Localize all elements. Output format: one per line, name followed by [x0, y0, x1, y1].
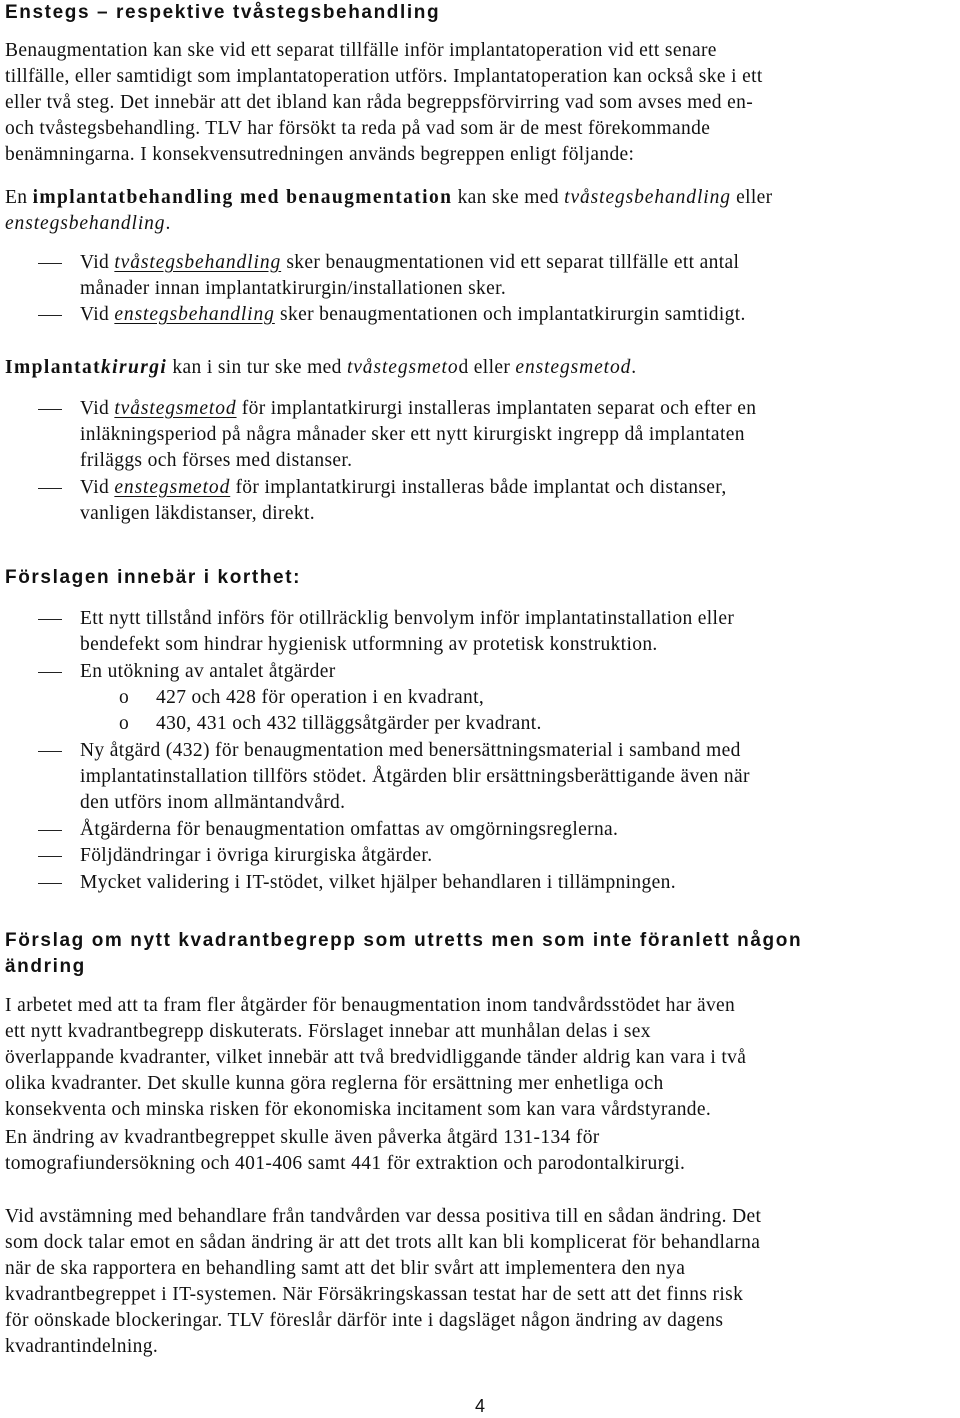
underlined-term: enstegsbehandling — [114, 304, 275, 325]
dash-bullet — [38, 830, 62, 831]
section-heading: Förslagen innebär i korthet: — [5, 567, 302, 588]
paragraph-line: Benaugmentation kan ske vid ett separat tillfälle inför implantatoperation vid ett senare — [5, 40, 717, 61]
paragraph-line: eller två steg. Det innebär att det ibland kan råda begreppsförvirring vad som avses med en- — [5, 92, 754, 113]
page-number: 4 — [474, 1396, 485, 1416]
paragraph-line: konsekventa och minska risken för ekonomiska incitament som kan vara vårdstyrande. — [5, 1099, 712, 1120]
bold-italic-term: kirurgi — [101, 357, 168, 378]
list-item — [80, 475, 727, 501]
paragraph-line: kvadrantbegreppet i IT-systemen. När Försäkringskassan testat har de sett att det finns risk — [5, 1284, 744, 1305]
list-item: Följdändringar i övriga kirurgiska åtgärder. — [80, 845, 433, 866]
list-item-continued: månader innan implantatkirurgin/installationen sker. — [80, 278, 507, 299]
dash-bullet — [38, 488, 62, 489]
paragraph-line: kvadrantindelning. — [5, 1336, 159, 1357]
text: kan i sin tur ske med — [167, 357, 347, 378]
list-item: Ett nytt tillstånd införs för otillräcklig benvolym inför implantatinstallation eller — [80, 608, 735, 629]
text: sker benaugmentationen och implantatkirurgin samtidigt. — [274, 304, 746, 325]
paragraph-line: Vid avstämning med behandlare från tandvården var dessa positiva till en sådan ändring. Det — [5, 1206, 762, 1227]
text: Vid — [80, 477, 115, 498]
definition-line — [5, 211, 171, 237]
italic-term: tvåstegsmeto — [346, 357, 459, 378]
text: för implantatkirurgi installeras både implantat och distanser, — [230, 477, 727, 498]
list-item-continued: vanligen läkdistanser, direkt. — [80, 503, 315, 524]
list-item — [80, 302, 746, 328]
sub-bullet-marker: o — [119, 687, 129, 708]
text: d eller — [458, 357, 516, 378]
paragraph-line: som dock talar emot en sådan ändring är att det trots allt kan bli komplicerat för behandlarna — [5, 1232, 761, 1253]
list-item: Mycket validering i IT-stödet, vilket hjälper behandlaren i tillämpningen. — [80, 872, 676, 893]
list-item-continued: den utförs inom allmäntandvård. — [80, 792, 346, 813]
dash-bullet — [38, 263, 62, 264]
paragraph-line: när de ska rapportera en behandling samt att det blir svårt att implementera den nya — [5, 1258, 686, 1279]
section-heading: ändring — [5, 956, 86, 977]
paragraph-line: för oönskade blockeringar. TLV föreslår därför inte i dagsläget någon ändring av dagens — [5, 1310, 724, 1331]
paragraph-line: benämningarna. I konsekvensutredningen används begreppen enligt följande: — [5, 144, 635, 165]
text: eller — [730, 187, 773, 208]
text: Vid — [80, 304, 115, 325]
text: . — [631, 357, 637, 378]
list-item: En utökning av antalet åtgärder — [80, 661, 336, 682]
text: Vid — [80, 398, 115, 419]
sub-bullet-marker: o — [119, 713, 129, 734]
paragraph-line: I arbetet med att ta fram fler åtgärder för benaugmentation inom tandvårdsstödet har även — [5, 995, 736, 1016]
dash-bullet — [38, 409, 62, 410]
paragraph-line: tillfälle, eller samtidigt som implantatoperation utförs. Implantatoperation kan också ske i ett — [5, 66, 763, 87]
sub-list-item: 430, 431 och 432 tilläggsåtgärder per kvadrant. — [156, 713, 542, 734]
list-item: Åtgärderna för benaugmentation omfattas av omgörningsreglerna. — [80, 819, 619, 840]
paragraph-line: överlappande kvadranter, vilket innebär att två bredvidliggande tänder aldrig kan vara i två — [5, 1047, 747, 1068]
paragraph-line: och tvåstegsbehandling. TLV har försökt ta reda på vad som är de mest förekommande — [5, 118, 711, 139]
dash-bullet — [38, 315, 62, 316]
underlined-term: tvåstegsbehandling — [114, 252, 282, 273]
text: . — [165, 213, 171, 234]
dash-bullet — [38, 619, 62, 620]
list-item — [80, 396, 756, 422]
dash-bullet — [38, 672, 62, 673]
paragraph-line: En ändring av kvadrantbegreppet skulle även påverka åtgärd 131-134 för — [5, 1127, 600, 1148]
section-heading: Förslag om nytt kvadrantbegrepp som utretts men som inte föranlett någon — [5, 930, 803, 951]
italic-term: enstegsbehandling — [5, 213, 166, 234]
bold-term: Implantat — [5, 357, 102, 378]
sub-list-item: 427 och 428 för operation i en kvadrant, — [156, 687, 485, 708]
text: Vid — [80, 252, 115, 273]
dash-bullet — [38, 883, 62, 884]
bold-term: implantatbehandling med benaugmentation — [32, 187, 453, 208]
definition-line — [5, 355, 637, 381]
text: En — [5, 187, 33, 208]
list-item: Ny åtgärd (432) för benaugmentation med benersättningsmaterial i samband med — [80, 740, 741, 761]
underlined-term: enstegsmetod — [114, 477, 231, 498]
section-heading: Enstegs – respektive tvåstegsbehandling — [5, 2, 441, 23]
text: sker benaugmentationen vid ett separat tillfälle ett antal — [281, 252, 740, 273]
italic-term: enstegsmetod — [515, 357, 632, 378]
list-item-continued: implantatinstallation tillförs stödet. Åtgärden blir ersättningsberättigande även när — [80, 766, 750, 787]
list-item-continued: inläkningsperiod på några månader sker ett nytt kirurgiskt ingrepp då implantaten — [80, 424, 745, 445]
text: för implantatkirurgi installeras implantaten separat och efter en — [236, 398, 757, 419]
list-item-continued: friläggs och förses med distanser. — [80, 450, 353, 471]
definition-line — [5, 185, 773, 211]
dash-bullet — [38, 856, 62, 857]
paragraph-line: tomografiundersökning och 401-406 samt 441 för extraktion och parodontalkirurgi. — [5, 1153, 686, 1174]
paragraph-line: ett nytt kvadrantbegrepp diskuterats. Förslaget innebar att munhålan delas i sex — [5, 1021, 651, 1042]
underlined-term: tvåstegsmetod — [114, 398, 237, 419]
list-item — [80, 250, 739, 276]
italic-term: tvåstegsbehandling — [564, 187, 731, 208]
dash-bullet — [38, 751, 62, 752]
paragraph-line: olika kvadranter. Det skulle kunna göra reglerna för ersättning mer enhetliga och — [5, 1073, 664, 1094]
list-item-continued: bendefekt som hindrar hygienisk utformning av protetisk konstruktion. — [80, 634, 658, 655]
text: kan ske med — [452, 187, 565, 208]
